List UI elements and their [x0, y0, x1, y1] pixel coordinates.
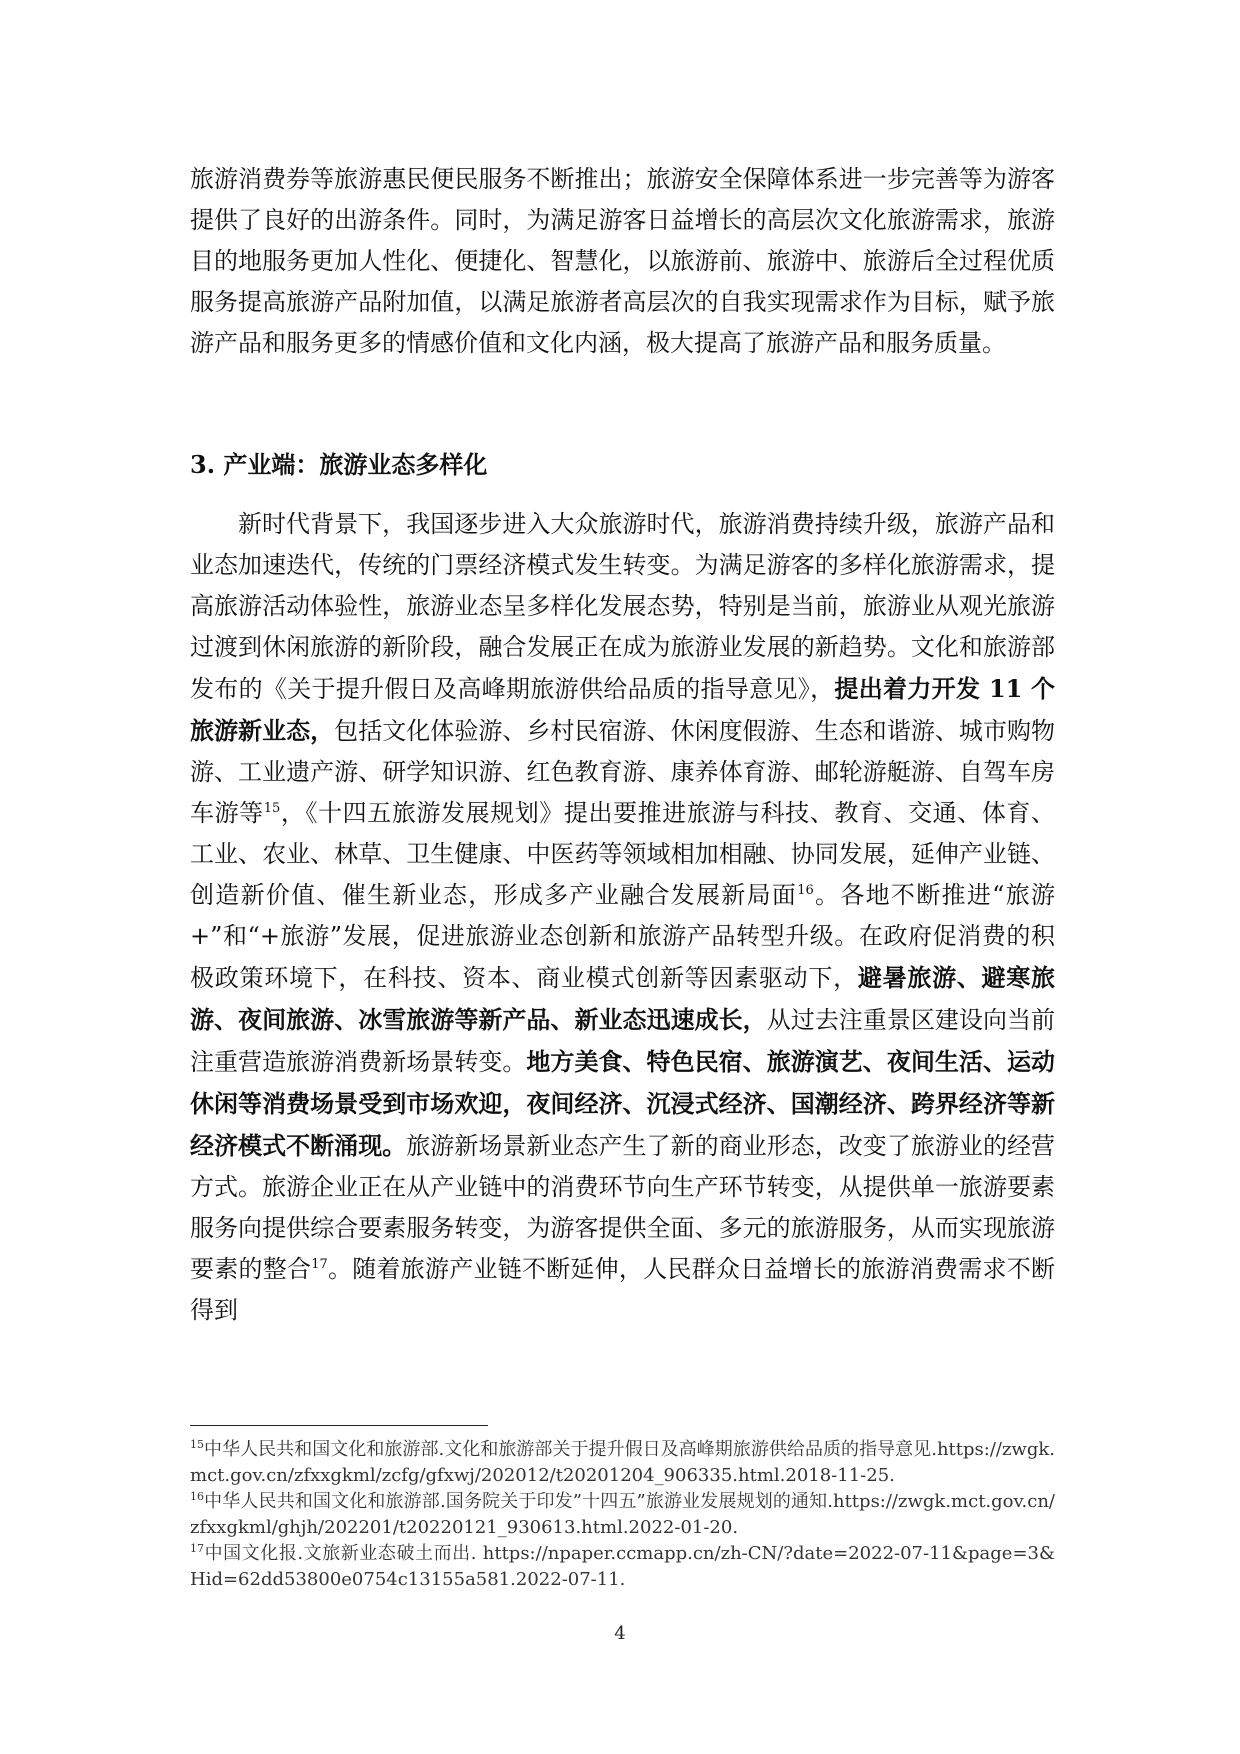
bold-text: 避暑旅游、避寒旅游、夜间旅游、冰雪旅游等新产品、新业态迅速成长，: [190, 963, 1056, 1034]
paragraph-text: ，《十四五旅游发展规划》提出要推进旅游与科技、教育、交通、体育、工业、农业、林草、卫生健康、中医药等领域相加相融、协同发展，延伸产业链、创造新价值、催生新业态，形成多产业融合发展新局面: [190, 799, 1056, 909]
footnote-16: [190, 1489, 1055, 1541]
footnotes: [190, 1437, 1055, 1593]
bold-text: 提出着力开发 11 个旅游新业态，: [190, 674, 1056, 745]
footnote-mark: 16: [190, 1490, 204, 1503]
footnote-ref-17: 17: [311, 1257, 328, 1272]
footnote-text: 中华人民共和国文化和旅游部.国务院关于印发”十四五”旅游业发展规划的通知.https://zwgk.mct.gov.cn/zfxxgkml/ghjh/202201/t20220121_930613.html.2022-01-20.: [190, 1491, 1055, 1538]
footnote-mark: 17: [190, 1542, 204, 1555]
section-heading: 3. 产业端：旅游业态多样化: [190, 450, 488, 479]
paragraph-text: 旅游新场景新业态产生了新的商业形态，改变了旅游业的经营方式。旅游企业正在从产业链中的消费环节向生产环节转变，从提供单一旅游要素服务向提供综合要素服务转变，为游客提供全面、多元的旅游服务，从而实现旅游要素的整合: [190, 1132, 1056, 1283]
footnote-15: [190, 1437, 1055, 1489]
footnote-text: 中国文化报.文旅新业态破土而出. https://npaper.ccmapp.cn/zh-CN/?date=2022-07-11&page=3&Hid=62dd53800e0754c13155a581.2022-07-11.: [190, 1543, 1055, 1590]
footnote-ref-16: 16: [797, 883, 814, 898]
footnote-ref-15: 15: [263, 801, 281, 816]
footnote-separator: [190, 1425, 488, 1426]
footnote-17: [190, 1541, 1055, 1593]
paragraph-text: 。随着旅游产业链不断延伸，人民群众日益增长的旅游消费需求不断得到: [190, 1255, 1056, 1324]
body-paragraph-2: [190, 504, 1055, 1331]
paragraph-text: 包括文化体验游、乡村民宿游、休闲度假游、生态和谐游、城市购物游、工业遗产游、研学知识游、红色教育游、康养体育游、邮轮游艇游、自驾车房车游等: [190, 717, 1055, 827]
footnote-mark: 15: [190, 1438, 204, 1451]
footnote-text: 中华人民共和国文化和旅游部.文化和旅游部关于提升假日及高峰期旅游供给品质的指导意见.https://zwgk.mct.gov.cn/zfxxgkml/zcfg/gfxwj/202012/t20201204_906335.html.2018-11-25.: [190, 1439, 1055, 1486]
paragraph-text: 新时代背景下，我国逐步进入大众旅游时代，旅游消费持续升级，旅游产品和业态加速迭代，传统的门票经济模式发生转变。为满足游客的多样化旅游需求，提高旅游活动体验性，旅游业态呈多样化发展态势，特别是当前，旅游业从观光旅游过渡到休闲旅游的新阶段，融合发展正在成为旅游业发展的新趋势。文化和旅游部发布的《关于提升假日及高峰期旅游供给品质的指导意见》，: [190, 510, 1055, 703]
paragraph-text: 从过去注重景区建设向当前注重营造旅游消费新场景转变。: [190, 1006, 1056, 1076]
body-paragraph-1: 旅游消费券等旅游惠民便民服务不断推出；旅游安全保障体系进一步完善等为游客提供了良好的出游条件。同时，为满足游客日益增长的高层次文化旅游需求，旅游目的地服务更加人性化、便捷化、智慧化，以旅游前、旅游中、旅游后全过程优质服务提高旅游产品附加值，以满足旅游者高层次的自我实现需求作为目标，赋予旅游产品和服务更多的情感价值和文化内涵，极大提高了旅游产品和服务质量。: [190, 165, 1055, 357]
paragraph-text: 。各地不断推进“旅游+”和“+旅游”发展，促进旅游业态创新和旅游产品转型升级。在政府促消费的积极政策环境下，在科技、资本、商业模式创新等因素驱动下，: [190, 881, 1055, 992]
page-number: 4: [614, 1623, 626, 1644]
bold-text: 地方美食、特色民宿、旅游演艺、夜间生活、运动休闲等消费场景受到市场欢迎，夜间经济、沉浸式经济、国潮经济、跨界经济等新经济模式不断涌现。: [190, 1047, 1056, 1160]
